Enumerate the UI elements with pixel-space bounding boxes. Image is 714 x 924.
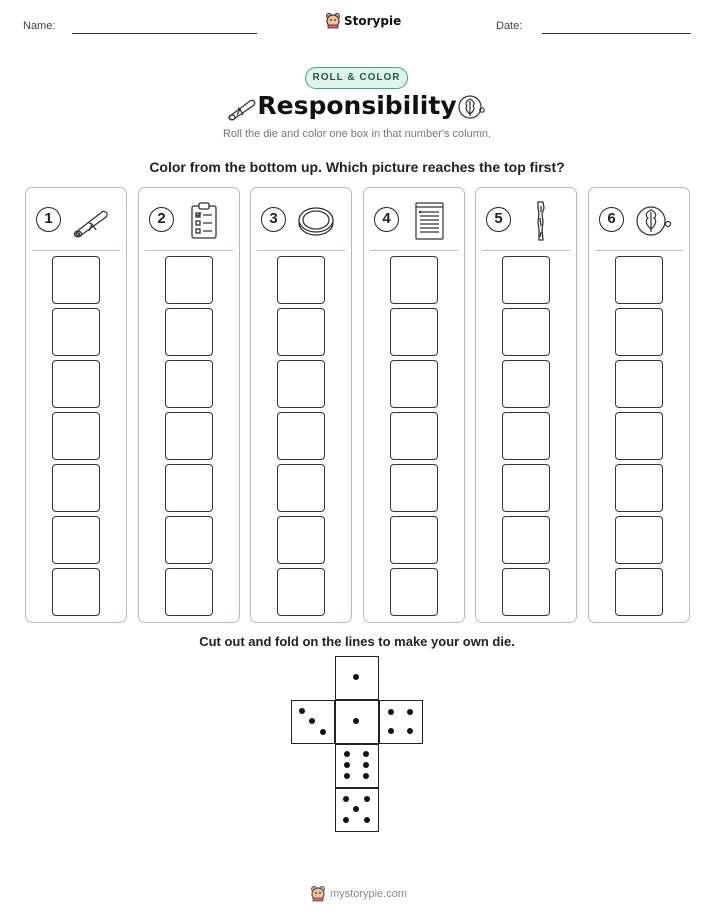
color-box[interactable] <box>277 412 325 460</box>
die-pip <box>364 817 370 823</box>
column-6 <box>588 187 690 623</box>
die-pip <box>344 773 350 779</box>
column-divider <box>482 250 570 251</box>
color-box[interactable] <box>390 308 438 356</box>
die-face-3 <box>291 700 335 744</box>
color-box[interactable] <box>277 308 325 356</box>
color-box[interactable] <box>615 516 663 564</box>
footer-url[interactable]: mystorypie.com <box>330 887 408 900</box>
column-5 <box>475 187 577 623</box>
storypie-mascot-icon <box>310 885 326 902</box>
die-pip <box>407 728 413 734</box>
column-divider <box>595 250 683 251</box>
die-pip <box>364 796 370 802</box>
die-pip <box>388 709 394 715</box>
color-box[interactable] <box>165 412 213 460</box>
color-box[interactable] <box>165 516 213 564</box>
color-box[interactable] <box>52 412 100 460</box>
color-box[interactable] <box>165 464 213 512</box>
die-face-5 <box>335 788 379 832</box>
footer <box>310 885 407 902</box>
column-number: 6 <box>599 207 624 232</box>
color-box[interactable] <box>52 568 100 616</box>
color-box[interactable] <box>502 256 550 304</box>
color-box[interactable] <box>165 568 213 616</box>
color-box[interactable] <box>165 360 213 408</box>
color-box[interactable] <box>615 256 663 304</box>
oak-leaf-coin-icon <box>633 200 675 242</box>
column-divider <box>370 250 458 251</box>
die-pip <box>363 751 369 757</box>
die-pip <box>353 718 359 724</box>
color-box[interactable] <box>390 256 438 304</box>
die-pip <box>353 674 359 680</box>
die-instruction: Cut out and fold on the lines to make your own die. <box>199 634 515 649</box>
column-number: 3 <box>261 207 286 232</box>
color-box[interactable] <box>502 464 550 512</box>
die-pip <box>320 729 326 735</box>
column-divider <box>145 250 233 251</box>
color-box[interactable] <box>502 412 550 460</box>
die-face-4 <box>379 700 423 744</box>
color-box[interactable] <box>277 360 325 408</box>
date-line[interactable] <box>542 33 691 34</box>
instruction-text: Color from the bottom up. Which picture reaches the top first? <box>149 159 565 175</box>
coin-icon <box>295 200 337 242</box>
page-title: Responsibility <box>257 91 457 120</box>
die-face-6 <box>335 744 379 788</box>
roll-color-badge: ROLL & COLOR <box>305 67 408 89</box>
color-box[interactable] <box>52 360 100 408</box>
color-box[interactable] <box>502 568 550 616</box>
color-box[interactable] <box>502 360 550 408</box>
color-box[interactable] <box>277 516 325 564</box>
color-box[interactable] <box>390 516 438 564</box>
color-box[interactable] <box>52 256 100 304</box>
die-pip <box>344 762 350 768</box>
color-box[interactable] <box>390 464 438 512</box>
column-number: 4 <box>374 207 399 232</box>
date-label: Date: <box>496 20 523 32</box>
color-box[interactable] <box>165 256 213 304</box>
stick-icon <box>520 200 562 242</box>
column-number: 5 <box>486 207 511 232</box>
color-box[interactable] <box>615 568 663 616</box>
oak-leaf-coin-icon <box>457 93 487 123</box>
color-box[interactable] <box>165 308 213 356</box>
brand-logo <box>325 12 401 29</box>
diploma-scroll-icon <box>70 200 112 242</box>
color-box[interactable] <box>52 308 100 356</box>
die-face-1 <box>335 700 379 744</box>
color-box[interactable] <box>615 360 663 408</box>
die-pip <box>407 709 413 715</box>
color-box[interactable] <box>277 464 325 512</box>
die-pip <box>309 718 315 724</box>
column-3 <box>250 187 352 623</box>
die-pip <box>343 796 349 802</box>
column-divider <box>257 250 345 251</box>
checklist-clipboard-icon <box>183 200 225 242</box>
color-box[interactable] <box>615 412 663 460</box>
color-box[interactable] <box>390 360 438 408</box>
lined-notepad-icon <box>408 200 450 242</box>
brand-name: Storypie <box>344 13 402 28</box>
die-pip <box>363 762 369 768</box>
color-box[interactable] <box>615 464 663 512</box>
column-number: 2 <box>149 207 174 232</box>
color-box[interactable] <box>277 568 325 616</box>
column-1 <box>25 187 127 623</box>
name-line[interactable] <box>72 33 257 34</box>
die-face-1 <box>335 656 379 700</box>
die-pip <box>388 728 394 734</box>
subtitle: Roll the die and color one box in that number's column. <box>222 128 492 140</box>
color-box[interactable] <box>502 308 550 356</box>
color-box[interactable] <box>277 256 325 304</box>
name-label: Name: <box>23 20 56 32</box>
die-pip <box>343 817 349 823</box>
color-box[interactable] <box>390 568 438 616</box>
color-box[interactable] <box>52 516 100 564</box>
die-pip <box>344 751 350 757</box>
die-pip <box>299 708 305 714</box>
color-box[interactable] <box>52 464 100 512</box>
storypie-mascot-icon <box>325 12 341 29</box>
color-box[interactable] <box>502 516 550 564</box>
die-pip <box>363 773 369 779</box>
color-box[interactable] <box>390 412 438 460</box>
column-number: 1 <box>36 207 61 232</box>
die-pip <box>353 806 359 812</box>
column-2 <box>138 187 240 623</box>
column-4 <box>363 187 465 623</box>
column-divider <box>32 250 120 251</box>
color-box[interactable] <box>615 308 663 356</box>
